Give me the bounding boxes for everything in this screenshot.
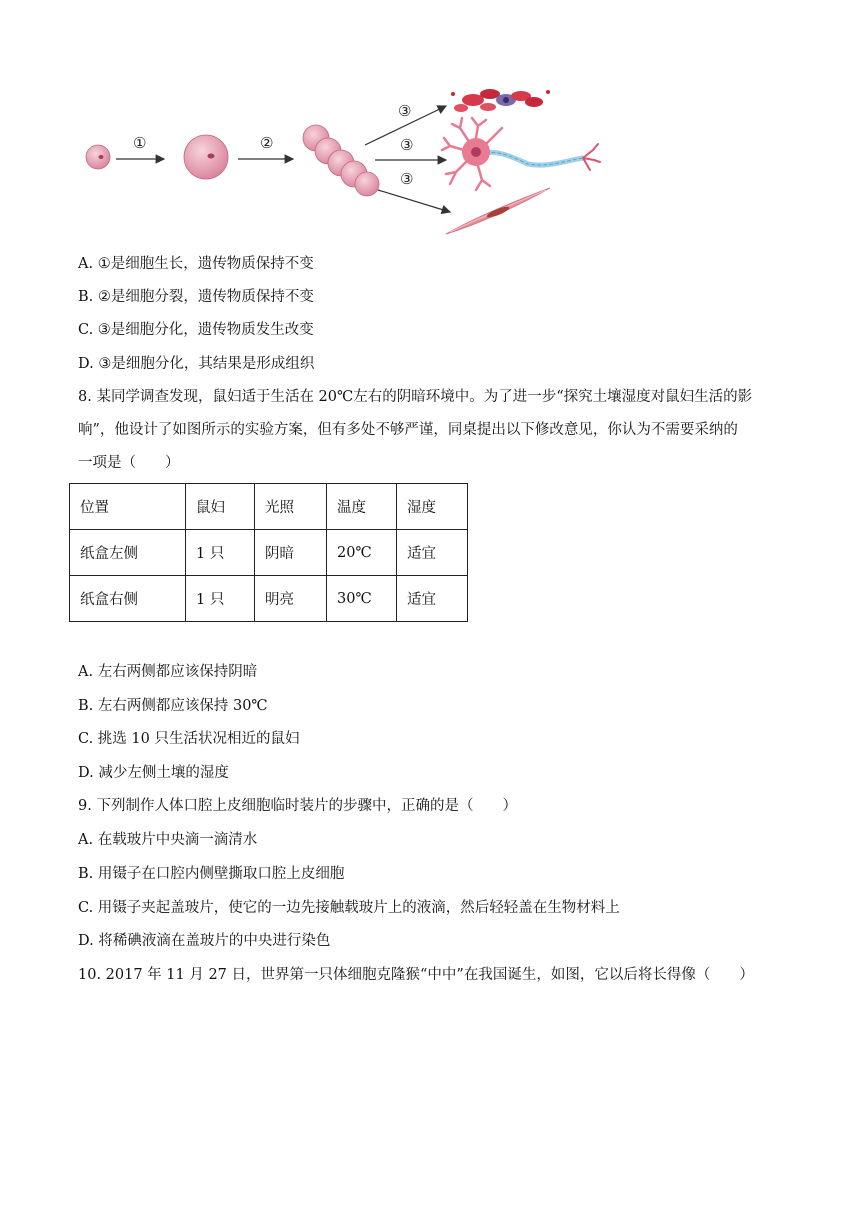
q7-option-d: D. ③是细胞分化，其结果是形成组织	[78, 356, 315, 372]
header-cell: 温度	[327, 484, 397, 530]
header-cell: 光照	[255, 484, 327, 530]
q10-stem: 10. 2017 年 11 月 27 日，世界第一只体细胞克隆猴“中中”在我国诞生，如图，它以后将长得像（ ）	[78, 967, 754, 983]
nerve-cell-icon	[442, 118, 600, 190]
q9-option-d: D. 将稀碘液滴在盖玻片的中央进行染色	[78, 933, 331, 949]
experiment-table	[69, 483, 468, 622]
table-cell: 适宜	[397, 530, 468, 576]
table-cell: 阴暗	[255, 530, 327, 576]
step-label-3a: ③	[398, 102, 412, 120]
q8-option-b: B. 左右两侧都应该保持 30℃	[78, 698, 268, 714]
table-cell: 纸盒左侧	[70, 530, 186, 576]
divided-cells-icon	[303, 125, 379, 196]
grown-cell-icon	[184, 135, 228, 179]
q8-option-a: A. 左右两侧都应该保持阴暗	[78, 664, 258, 680]
q8-stem-line-3: 一项是（ ）	[78, 455, 180, 471]
table-cell: 适宜	[397, 576, 468, 622]
q8-stem	[78, 381, 798, 480]
header-cell: 鼠妇	[186, 484, 255, 530]
cell-process-figure	[78, 88, 618, 238]
q9-stem: 9. 下列制作人体口腔上皮细胞临时装片的步骤中，正确的是（ ）	[78, 798, 517, 814]
q7-option-b: B. ②是细胞分裂，遗传物质保持不变	[78, 289, 314, 305]
table-cell: 30℃	[327, 576, 397, 622]
header-cell: 位置	[70, 484, 186, 530]
q7-option-c: C. ③是细胞分化，遗传物质发生改变	[78, 322, 314, 338]
q9-option-c: C. 用镊子夹起盖玻片，使它的一边先接触载玻片上的液滴，然后轻轻盖在生物材料上	[78, 900, 620, 916]
q8-option-d: D. 减少左侧土壤的湿度	[78, 765, 229, 781]
q8-option-c: C. 挑选 10 只生活状况相近的鼠妇	[78, 731, 300, 747]
step-label-3c: ③	[400, 170, 414, 188]
table-row	[70, 530, 468, 576]
q8-stem-line-2: 响”，他设计了如图所示的实验方案，但有多处不够严谨，同桌提出以下修改意见，你认为不需要采纳的	[78, 422, 738, 438]
table-cell: 1 只	[186, 530, 255, 576]
table-cell: 纸盒右侧	[70, 576, 186, 622]
table-row	[70, 576, 468, 622]
step-label-2: ②	[260, 134, 274, 152]
step-label-1: ①	[133, 134, 147, 152]
blood-cells-icon	[451, 89, 550, 112]
table-cell: 明亮	[255, 576, 327, 622]
cell-diagram	[78, 88, 618, 238]
muscle-cell-icon	[446, 188, 550, 234]
header-cell: 湿度	[397, 484, 468, 530]
q9-option-a: A. 在载玻片中央滴一滴清水	[78, 832, 258, 848]
q7-option-a: A. ①是细胞生长，遗传物质保持不变	[78, 256, 314, 272]
q9-option-b: B. 用镊子在口腔内侧壁撕取口腔上皮细胞	[78, 866, 345, 882]
q8-stem-line-1: 8. 某同学调查发现，鼠妇适于生活在 20℃左右的阴暗环境中。为了进一步“探究土壤湿度对鼠妇生活的影	[78, 389, 753, 405]
small-cell-icon	[86, 145, 110, 169]
table-cell: 20℃	[327, 530, 397, 576]
step-label-3b: ③	[400, 136, 414, 154]
table-header-row	[70, 484, 468, 530]
table-cell: 1 只	[186, 576, 255, 622]
